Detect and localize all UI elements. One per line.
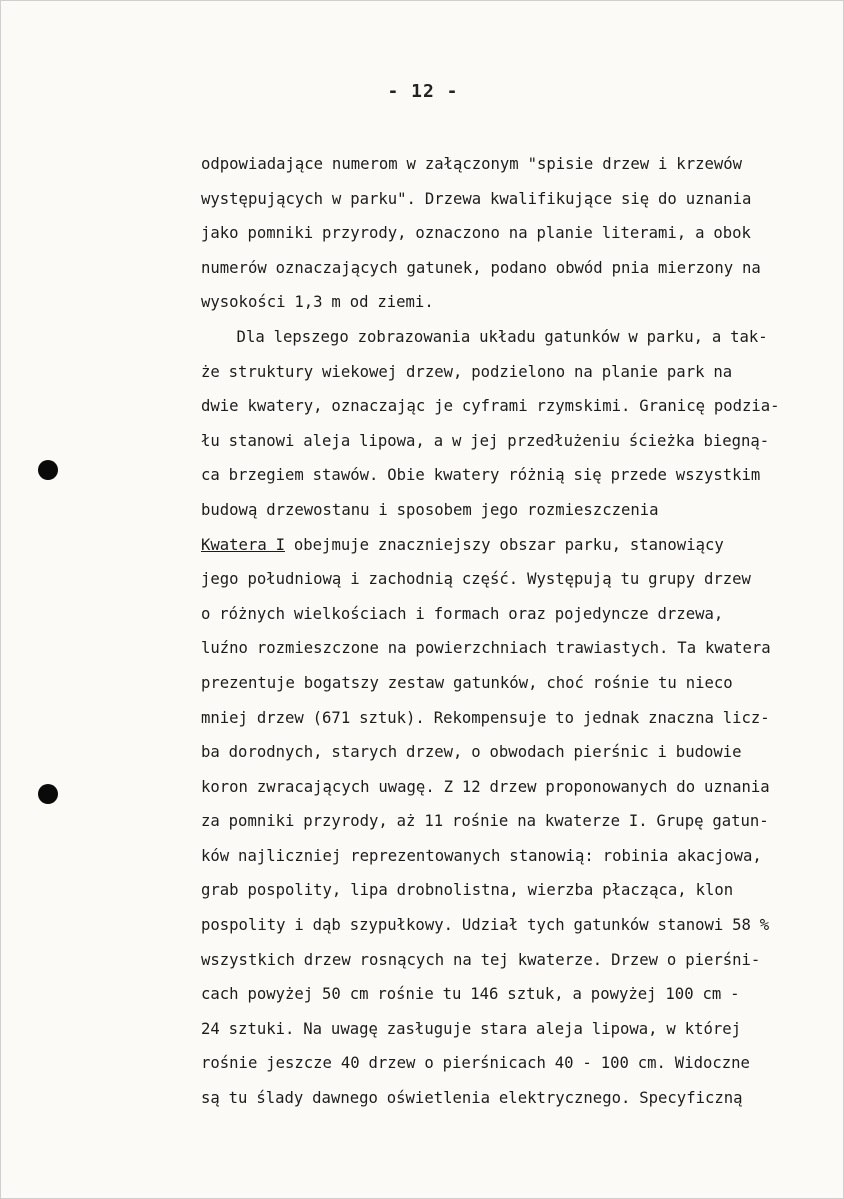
text-line: rośnie jeszcze 40 drzew o pierśnicach 40 - 100 cm. Widoczne xyxy=(201,1054,750,1073)
text-line: że struktury wiekowej drzew, podzielono na planie park na xyxy=(201,362,733,381)
body-text xyxy=(201,147,841,1116)
text-line: budową drzewostanu i sposobem jego rozmieszczenia xyxy=(201,500,659,519)
text-line: jako pomniki przyrody, oznaczono na planie literami, a obok xyxy=(201,224,751,243)
text-line: odpowiadające numerom w załączonym "spisie drzew i krzewów xyxy=(201,155,743,173)
text-line: za pomniki przyrody, aż 11 rośnie na kwaterze I. Grupę gatun- xyxy=(201,812,769,831)
text-line: numerów oznaczających gatunek, podano obwód pnia mierzony na xyxy=(201,258,761,277)
text-line: grab pospolity, lipa drobnolistna, wierzba płacząca, klon xyxy=(201,881,734,900)
text-line xyxy=(201,528,841,563)
text-line: Dla lepszego zobrazowania układu gatunków w parku, a tak- xyxy=(201,327,768,346)
section-heading-kwatera-i: Kwatera I xyxy=(201,535,285,554)
paragraph-2 xyxy=(201,320,841,528)
text-line: prezentuje bogatszy zestaw gatunków, choć rośnie tu nieco xyxy=(201,673,733,692)
text-line: cach powyżej 50 cm rośnie tu 146 sztuk, a powyżej 100 cm - xyxy=(201,985,740,1004)
paragraph-3 xyxy=(201,528,841,1116)
text-line: mniej drzew (671 sztuk). Rekompensuje to jednak znaczna licz- xyxy=(201,708,770,727)
text-line: koron zwracających uwagę. Z 12 drzew proponowanych do uznania xyxy=(201,777,770,796)
paragraph-1 xyxy=(201,147,841,320)
page-number: - 12 - xyxy=(387,81,459,102)
text-line: łu stanowi aleja lipowa, a w jej przedłużeniu ścieżka biegną- xyxy=(201,431,770,450)
text-line: luźno rozmieszczone na powierzchniach trawiastych. Ta kwatera xyxy=(201,639,771,658)
text-line: ca brzegiem stawów. Obie kwatery różnią się przede wszystkim xyxy=(201,466,761,485)
text-line: ków najliczniej reprezentowanych stanowią: robinia akacjowa, xyxy=(201,846,762,865)
text-span: obejmuje znaczniejszy obszar parku, stanowiący xyxy=(285,535,724,554)
text-line: wszystkich drzew rosnących na tej kwaterze. Drzew o pierśni- xyxy=(201,950,761,969)
binder-hole-bottom xyxy=(38,784,58,804)
text-line: pospolity i dąb szypułkowy. Udział tych gatunków stanowi 58 % xyxy=(201,916,770,935)
text-line: występujących w parku". Drzewa kwalifikujące się do uznania xyxy=(201,189,752,208)
text-line: o różnych wielkościach i formach oraz pojedyncze drzewa, xyxy=(201,604,724,623)
text-line: wysokości 1,3 m od ziemi. xyxy=(201,293,434,312)
text-line: jego południową i zachodnią część. Występują tu grupy drzew xyxy=(201,570,751,589)
text-line: ba dorodnych, starych drzew, o obwodach pierśnic i budowie xyxy=(201,743,742,762)
binder-hole-top xyxy=(38,460,58,480)
text-line: dwie kwatery, oznaczając je cyframi rzymskimi. Granicę podzia- xyxy=(201,397,780,416)
text-line: są tu ślady dawnego oświetlenia elektrycznego. Specyficzną xyxy=(201,1089,743,1108)
text-line: 24 sztuki. Na uwagę zasługuje stara aleja lipowa, w której xyxy=(201,1019,742,1038)
